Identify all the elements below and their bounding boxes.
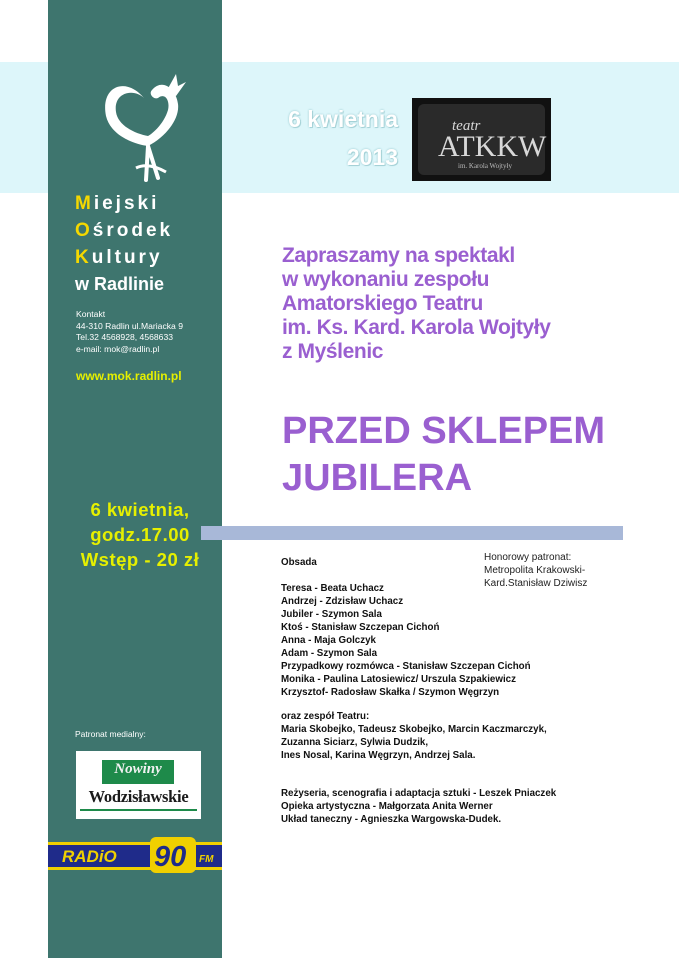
mok-logo-icon [96,68,196,188]
invitation-line: im. Ks. Kard. Karola Wojtyły [282,316,551,339]
cast-role: Teresa - Beata Uchacz [281,582,384,594]
invitation-text [282,244,622,364]
radio-logo-suffix: FM [199,854,214,865]
website-link[interactable]: www.mok.radlin.pl [76,369,182,383]
event-date: 6 kwietnia, [90,499,190,520]
contact-address: 44-310 Radlin ul.Mariacka 9 [76,320,184,331]
radio-logo-text: RADiO [62,847,117,866]
invitation-line: Zapraszamy na spektakl [282,244,515,267]
nowiny-logo-top: Nowiny [114,761,162,777]
cast-role: Adam - Szymon Sala [281,647,378,659]
honorary-patron-label: Honorowy patronat: [484,552,572,563]
teatr-atkkw-logo [412,98,551,181]
org-line-2: środek [92,220,174,241]
nowiny-logo-bottom: Wodzisławskie [88,787,189,806]
play-title [282,408,662,502]
ensemble-line: Ines Nosal, Karina Węgrzyn, Andrzej Sala. [281,749,476,761]
org-line-1: iejski [93,193,160,214]
honorary-patron-line: Metropolita Krakowski- [484,565,586,576]
cast-role: Monika - Paulina Latosiewicz/ Urszula Szpakiewicz [281,673,516,685]
cast-role: Anna - Maja Golczyk [281,634,376,646]
event-price: Wstęp - 20 zł [80,549,200,570]
org-initial-k: K [75,247,92,268]
org-line-3: ultury [91,247,163,268]
ensemble-line: Maria Skobejko, Tadeusz Skobejko, Marcin Kaczmarczyk, [281,723,547,735]
top-date-year: 2013 [346,144,398,170]
divider-bar [201,526,623,540]
contact-heading: Kontakt [76,309,106,319]
cast-heading: Obsada [281,556,317,568]
organization-name [75,190,207,298]
radio-90-logo [48,835,222,875]
credit-line: Reżyseria, scenografia i adaptacja sztuki - Leszek Pniaczek [281,787,557,799]
contact-block [76,309,216,355]
org-initial-m: M [75,193,94,214]
cast-role: Krzysztof- Radosław Skałka / Szymon Węgrzyn [281,686,500,698]
contact-phone: Tel.32 4568928, 4568633 [76,332,174,342]
event-info [60,497,220,572]
invitation-line: Amatorskiego Teatru [282,292,483,315]
ensemble-list [281,710,616,762]
radio-logo-number: 90 [154,841,187,873]
invitation-line: z Myślenic [282,340,384,363]
invitation-line: w wykonaniu zespołu [282,268,490,291]
nowiny-wodzislawskie-logo [76,751,201,819]
credit-line: Opieka artystyczna - Małgorzata Anita Werner [281,800,493,812]
top-date-day: 6 kwietnia [288,106,398,132]
event-time: godz.17.00 [90,524,190,545]
cast-role: Andrzej - Zdzisław Uchacz [281,595,404,607]
teatr-logo-sub: im. Karola Wojtyły [458,162,512,170]
cast-role: Ktoś - Stanisław Szczepan Cichoń [281,621,440,633]
teatr-logo-big: ATKKW [438,130,547,163]
top-date [250,100,398,176]
media-patron-label: Patronat medialny: [75,729,146,739]
ensemble-heading: oraz zespół Teatru: [281,710,370,722]
credit-line: Układ taneczny - Agnieszka Wargowska-Dudek. [281,813,502,825]
credits-list [281,787,634,826]
org-line-4: w Radlinie [75,274,165,294]
cast-role: Przypadkowy rozmówca - Stanisław Szczepan Cichoń [281,660,531,672]
cast-list [281,556,616,699]
ensemble-line: Zuzanna Siciarz, Sylwia Dudzik, [281,736,429,748]
contact-email: e-mail: mok@radlin.pl [76,343,160,354]
cast-role: Jubiler - Szymon Sala [281,608,382,620]
play-title-line: PRZED SKLEPEM [282,410,606,452]
honorary-patron-line: Kard.Stanisław Dziwisz [484,578,588,589]
play-title-line: JUBILERA [282,457,473,499]
org-initial-o: O [75,220,93,241]
teatr-logo-small: teatr [452,118,481,134]
